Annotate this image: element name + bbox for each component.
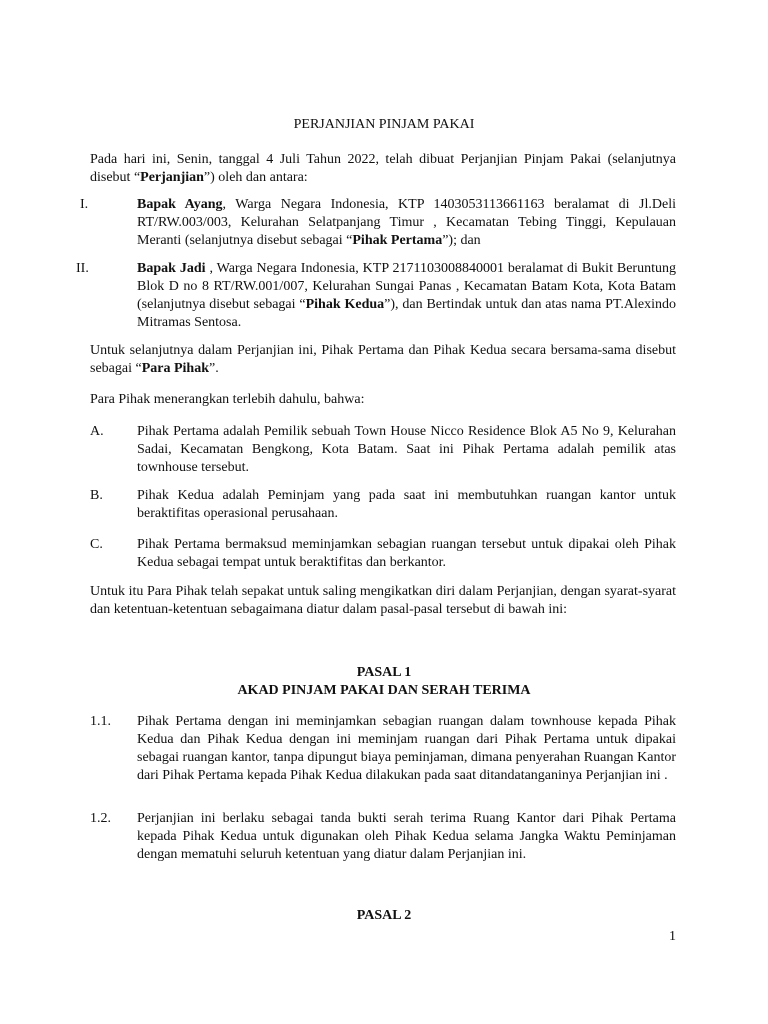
document-title: PERJANJIAN PINJAM PAKAI [293, 117, 475, 132]
para-pihak-text: Untuk selanjutnya dalam Perjanjian ini, Pihak Pertama dan Pihak Kedua secara bersama-sama disebut sebagai “ [90, 343, 676, 376]
party-text-end: ”); dan [442, 233, 481, 248]
party-number: II. [76, 261, 89, 276]
recital-intro: Para Pihak menerangkan terlebih dahulu, bahwa: [90, 392, 365, 407]
party-text: , Warga Negara Indonesia, KTP 2171103008840001 beralamat di Bukit Beruntung Blok D no 8 RT/RW.001/007, Kelurahan Sungai Panas , Kecamatan Batam Kota, Kota Batam (selanjutnya disebut sebagai “ [137, 261, 676, 312]
party-number: I. [80, 197, 89, 212]
party-text: , Warga Negara Indonesia, KTP 1403053113661163 beralamat di Jl.Deli RT/RW.003/003, Kelurahan Selatpanjang Timur , Kecamatan Tebing Tinggi, Kepulauan Meranti (selanjutnya disebut sebagai “ [137, 197, 676, 248]
party-role: Pihak Pertama [352, 233, 443, 248]
pasal-heading: PASAL 2 [356, 908, 412, 923]
recital-text: Pihak Kedua adalah Peminjam yang pada saat ini membutuhkan ruangan kantor untuk beraktifitas operasional perusahaan. [137, 488, 676, 521]
party-text-end: ”), dan Bertindak untuk dan atas nama PT.Alexindo Mitramas Sentosa. [137, 297, 676, 330]
recital-text: Pihak Pertama bermaksud meminjamkan sebagian ruangan tersebut untuk dipakai oleh Pihak Kedua sebagai tempat untuk beraktifitas dan berkantor. [137, 537, 676, 570]
party-name: Bapak Ayang [137, 197, 223, 212]
recital-letter: B. [90, 488, 103, 503]
pasal-heading: PASAL 1 [356, 665, 412, 680]
party-second [137, 260, 676, 332]
para-pihak-bold: Para Pihak [141, 361, 209, 376]
clause-text: Pihak Pertama dengan ini meminjamkan sebagian ruangan dalam townhouse kepada Pihak Kedua dan Pihak Kedua dengan ini meminjam ruangan dari Pihak Pertama untuk dipakai sebagai ruangan kantor, tanpa dipungut biaya peminjaman, dimana penyerahan Ruangan Kantor dari Pihak Pertama kepada Pihak Kedua dilakukan pada saat ditandatanganinya Perjanjian ini . [137, 714, 676, 783]
clause-text: Perjanjian ini berlaku sebagai tanda bukti serah terima Ruang Kantor dari Pihak Pertama kepada Pihak Kedua untuk digunakan oleh Pihak Kedua selama Jangka Waktu Peminjaman dengan mematuhi seluruh ketentuan yang diatur dalam Perjanjian ini. [137, 811, 676, 862]
party-name: Bapak Jadi [137, 261, 206, 276]
para-pihak-text-end: ”. [208, 361, 219, 376]
party-role: Pihak Kedua [305, 297, 385, 312]
page-number: 1 [669, 929, 676, 944]
clause-number: 1.2. [90, 811, 111, 826]
opening-bold: Perjanjian [140, 170, 204, 185]
para-pihak-paragraph [90, 342, 676, 378]
opening-paragraph [90, 151, 676, 187]
recital-letter: A. [90, 424, 104, 439]
recital-letter: C. [90, 537, 103, 552]
recital-text: Pihak Pertama adalah Pemilik sebuah Town House Nicco Residence Blok A5 No 9, Kelurahan Sadai, Kecamatan Bengkong, Kota Batam. Saat ini Pihak Pertama adalah pemilik atas townhouse tersebut. [137, 424, 676, 475]
pasal-subheading: AKAD PINJAM PAKAI DAN SERAH TERIMA [237, 683, 531, 698]
opening-text-end: ”) oleh dan antara: [203, 170, 308, 185]
party-first [137, 196, 676, 250]
clause-number: 1.1. [90, 714, 111, 729]
opening-text: Pada hari ini, Senin, tanggal 4 Juli Tahun 2022, telah dibuat Perjanjian Pinjam Pakai (selanjutnya disebut “ [90, 152, 676, 185]
agreement-intro: Untuk itu Para Pihak telah sepakat untuk saling mengikatkan diri dalam Perjanjian, dengan syarat-syarat dan ketentuan-ketentuan sebagaimana diatur dalam pasal-pasal tersebut di bawah ini: [90, 584, 676, 617]
